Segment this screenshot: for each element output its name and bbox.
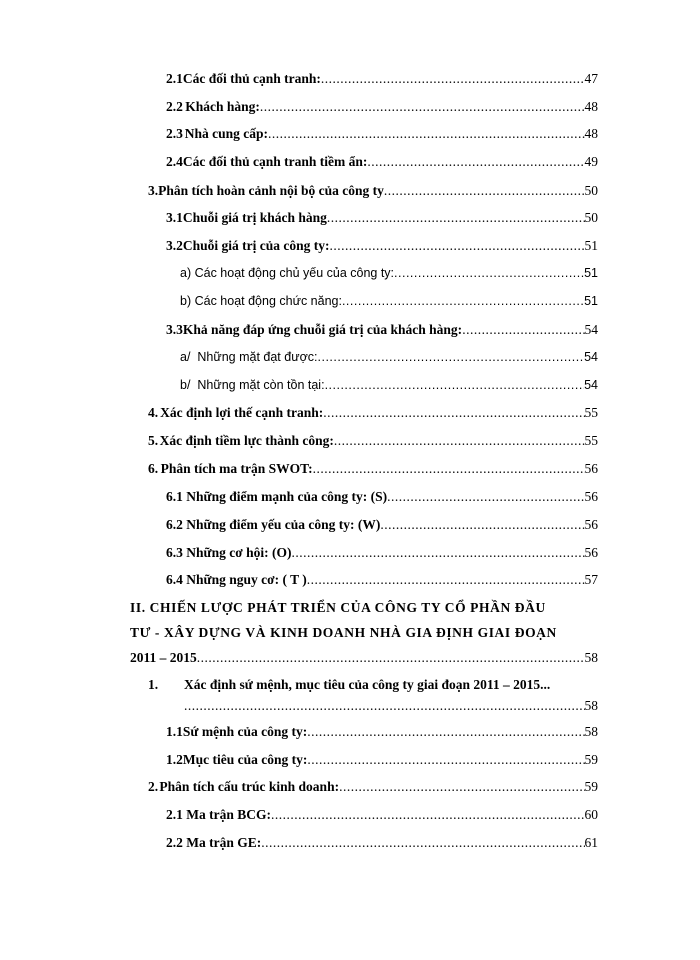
dot-leader <box>325 378 585 392</box>
dot-leader <box>307 752 584 768</box>
toc-entry-page: 51 <box>584 294 598 308</box>
toc-entry-title: 6.4 Những nguy cơ: ( T ) <box>166 572 307 587</box>
toc-entry-page: 48 <box>584 99 598 114</box>
dot-leader <box>327 210 585 226</box>
toc-entry[interactable] <box>166 835 598 855</box>
toc-entry[interactable] <box>148 433 598 453</box>
toc-entry-page: 56 <box>584 545 598 560</box>
dot-leader <box>268 126 584 142</box>
toc-entry[interactable] <box>166 210 598 230</box>
toc-entry-page: 51 <box>584 266 598 280</box>
toc-entry-page: 55 <box>584 405 598 420</box>
toc-entry-page: 58 <box>584 724 598 739</box>
toc-entry[interactable] <box>166 572 598 592</box>
toc-entry-page: 54 <box>584 350 598 364</box>
toc-entry-number: 3.2 <box>166 238 183 253</box>
toc-entry[interactable] <box>166 238 598 258</box>
toc-entry-title: Khách hàng: <box>185 99 260 114</box>
toc-entry[interactable] <box>148 779 598 799</box>
dot-leader <box>197 650 585 666</box>
toc-entry-page: 56 <box>584 517 598 532</box>
dot-leader <box>321 71 585 87</box>
dot-leader <box>307 572 585 588</box>
toc-entry-page: 60 <box>584 807 598 822</box>
toc-entry[interactable] <box>166 154 598 174</box>
toc-entry-title: 6.3 Những cơ hội: (O) <box>166 545 292 560</box>
toc-entry-number: 3.3 <box>166 322 183 337</box>
dot-leader <box>260 99 585 115</box>
dot-leader <box>394 266 584 280</box>
toc-entry-title: Các đối thủ cạnh tranh: <box>182 71 321 86</box>
toc-entry-page: 48 <box>584 126 598 141</box>
dot-leader <box>342 294 584 308</box>
toc-entry[interactable] <box>166 71 598 91</box>
toc-entry-title: 6.1 Những điểm mạnh của công ty: (S) <box>166 489 388 504</box>
dot-leader <box>380 517 584 533</box>
toc-entry-title: a/ Những mặt đạt được: <box>180 350 318 364</box>
toc-entry-number: 2.2 <box>166 99 183 114</box>
toc-entry[interactable] <box>130 650 598 670</box>
toc-entry-number: 2.1 <box>166 71 183 86</box>
toc-entry-number: 2.4 <box>166 154 183 169</box>
dot-leader <box>261 835 584 851</box>
toc-entry[interactable] <box>166 99 598 119</box>
toc-entry[interactable] <box>166 489 598 509</box>
toc-entry-title: 2.2 Ma trận GE: <box>166 835 262 850</box>
toc-entry-page: 54 <box>584 378 598 392</box>
toc-entry[interactable] <box>180 350 598 370</box>
toc-entry-title: 2.1 Ma trận BCG: <box>166 807 271 822</box>
section-ii-heading-line-2[interactable]: TƯ - XÂY DỰNG VÀ KINH DOANH NHÀ GIA ĐỊNH GIAI ĐOẠN <box>130 625 557 640</box>
toc-entry-title: Nhà cung cấp: <box>184 126 269 141</box>
dot-leader <box>307 724 584 740</box>
toc-entry-continuation[interactable] <box>184 698 598 718</box>
toc-entry-number: 1.2 <box>166 752 183 767</box>
toc-entry-number: 1. <box>148 677 159 692</box>
toc-entry-page: 59 <box>584 779 598 794</box>
toc-entry-title: 2011 – 2015 <box>130 650 197 665</box>
toc-entry-page: 59 <box>584 752 598 767</box>
toc-entry[interactable] <box>148 183 598 203</box>
toc-entry-title: b) Các hoạt động chức năng: <box>180 294 342 308</box>
toc-entry-page: 49 <box>584 154 598 169</box>
toc-entry-number: 2.3 <box>166 126 183 141</box>
toc-entry-page: 54 <box>584 322 598 337</box>
toc-entry-page: 56 <box>584 489 598 504</box>
toc-entry-title: Xác định lợi thế cạnh tranh: <box>160 405 324 420</box>
dot-leader <box>339 779 584 795</box>
toc-entry-title: Các đối thủ cạnh tranh tiềm ẩn: <box>182 154 368 169</box>
toc-entry-page: 58 <box>584 650 598 665</box>
toc-entry[interactable] <box>180 266 598 286</box>
toc-entry[interactable] <box>148 677 604 697</box>
toc-entry[interactable] <box>180 294 598 314</box>
toc-entry-page: 56 <box>584 461 598 476</box>
toc-entry[interactable] <box>166 126 598 146</box>
toc-entry-title: b/ Những mặt còn tồn tại: <box>180 378 325 392</box>
dot-leader <box>330 238 585 254</box>
toc-entry-page: 58 <box>584 698 598 713</box>
toc-entry-number: 5. <box>148 433 159 448</box>
toc-entry[interactable] <box>166 807 598 827</box>
toc-entry-number: 4. <box>148 405 159 420</box>
toc-entry[interactable] <box>166 517 598 537</box>
toc-entry-title: Chuỗi giá trị khách hàng <box>182 210 327 225</box>
toc-entry-page: 51 <box>584 238 598 253</box>
toc-entry-page: 50 <box>584 210 598 225</box>
dot-leader <box>271 807 585 823</box>
toc-entry[interactable] <box>166 545 598 565</box>
dot-leader <box>291 545 584 561</box>
toc-entry-title: Xác định tiềm lực thành công: <box>159 433 334 448</box>
toc-entry-title: Chuỗi giá trị của công ty: <box>182 238 330 253</box>
toc-entry[interactable] <box>166 322 598 342</box>
toc-entry[interactable] <box>180 378 598 398</box>
toc-entry-number: 3. <box>148 183 159 198</box>
toc-entry-number: 6. <box>148 461 159 476</box>
toc-entry-number: 1.1 <box>166 724 183 739</box>
toc-entry-title: Sứ mệnh của công ty: <box>182 724 308 739</box>
toc-entry-title: a) Các hoạt động chủ yếu của công ty: <box>180 266 395 280</box>
toc-entry-page: 47 <box>584 71 598 86</box>
toc-entry[interactable] <box>166 752 598 772</box>
dot-leader <box>334 433 585 449</box>
toc-entry-title: Mục tiêu của công ty: <box>182 752 308 767</box>
toc-entry-title: Phân tích ma trận SWOT: <box>160 461 313 476</box>
dot-leader <box>462 322 584 338</box>
toc-entry-title: Khả năng đáp ứng chuỗi giá trị của khách hàng: <box>182 322 463 337</box>
toc-entry-page: 61 <box>584 835 598 850</box>
section-ii-heading-line-1[interactable]: II. CHIẾN LƯỢC PHÁT TRIỂN CỦA CÔNG TY CỔ PHẦN ĐẦU <box>130 600 546 615</box>
toc-entry-page: 55 <box>584 433 598 448</box>
dot-leader <box>384 183 585 199</box>
dot-leader <box>318 350 585 364</box>
toc-entry-title: Phân tích hoàn cảnh nội bộ của công ty <box>158 183 384 198</box>
toc-entry-title: 6.2 Những điểm yếu của công ty: (W) <box>166 517 381 532</box>
toc-entry-page: 57 <box>584 572 598 587</box>
dot-leader <box>184 698 585 714</box>
dot-leader <box>323 405 584 421</box>
toc-entry-number: 2. <box>148 779 159 794</box>
toc-entry[interactable] <box>166 724 598 744</box>
dot-leader <box>387 489 584 505</box>
dot-leader <box>367 154 584 170</box>
toc-entry[interactable] <box>148 405 598 425</box>
dot-leader <box>313 461 585 477</box>
toc-entry-number: 3.1 <box>166 210 183 225</box>
toc-entry-title: Phân tích cấu trúc kinh doanh: <box>159 779 340 794</box>
toc-entry-page: 50 <box>584 183 598 198</box>
toc-entry-title: Xác định sứ mệnh, mục tiêu của công ty giai đoạn 2011 – 2015... <box>184 677 551 692</box>
toc-entry[interactable] <box>148 461 598 481</box>
